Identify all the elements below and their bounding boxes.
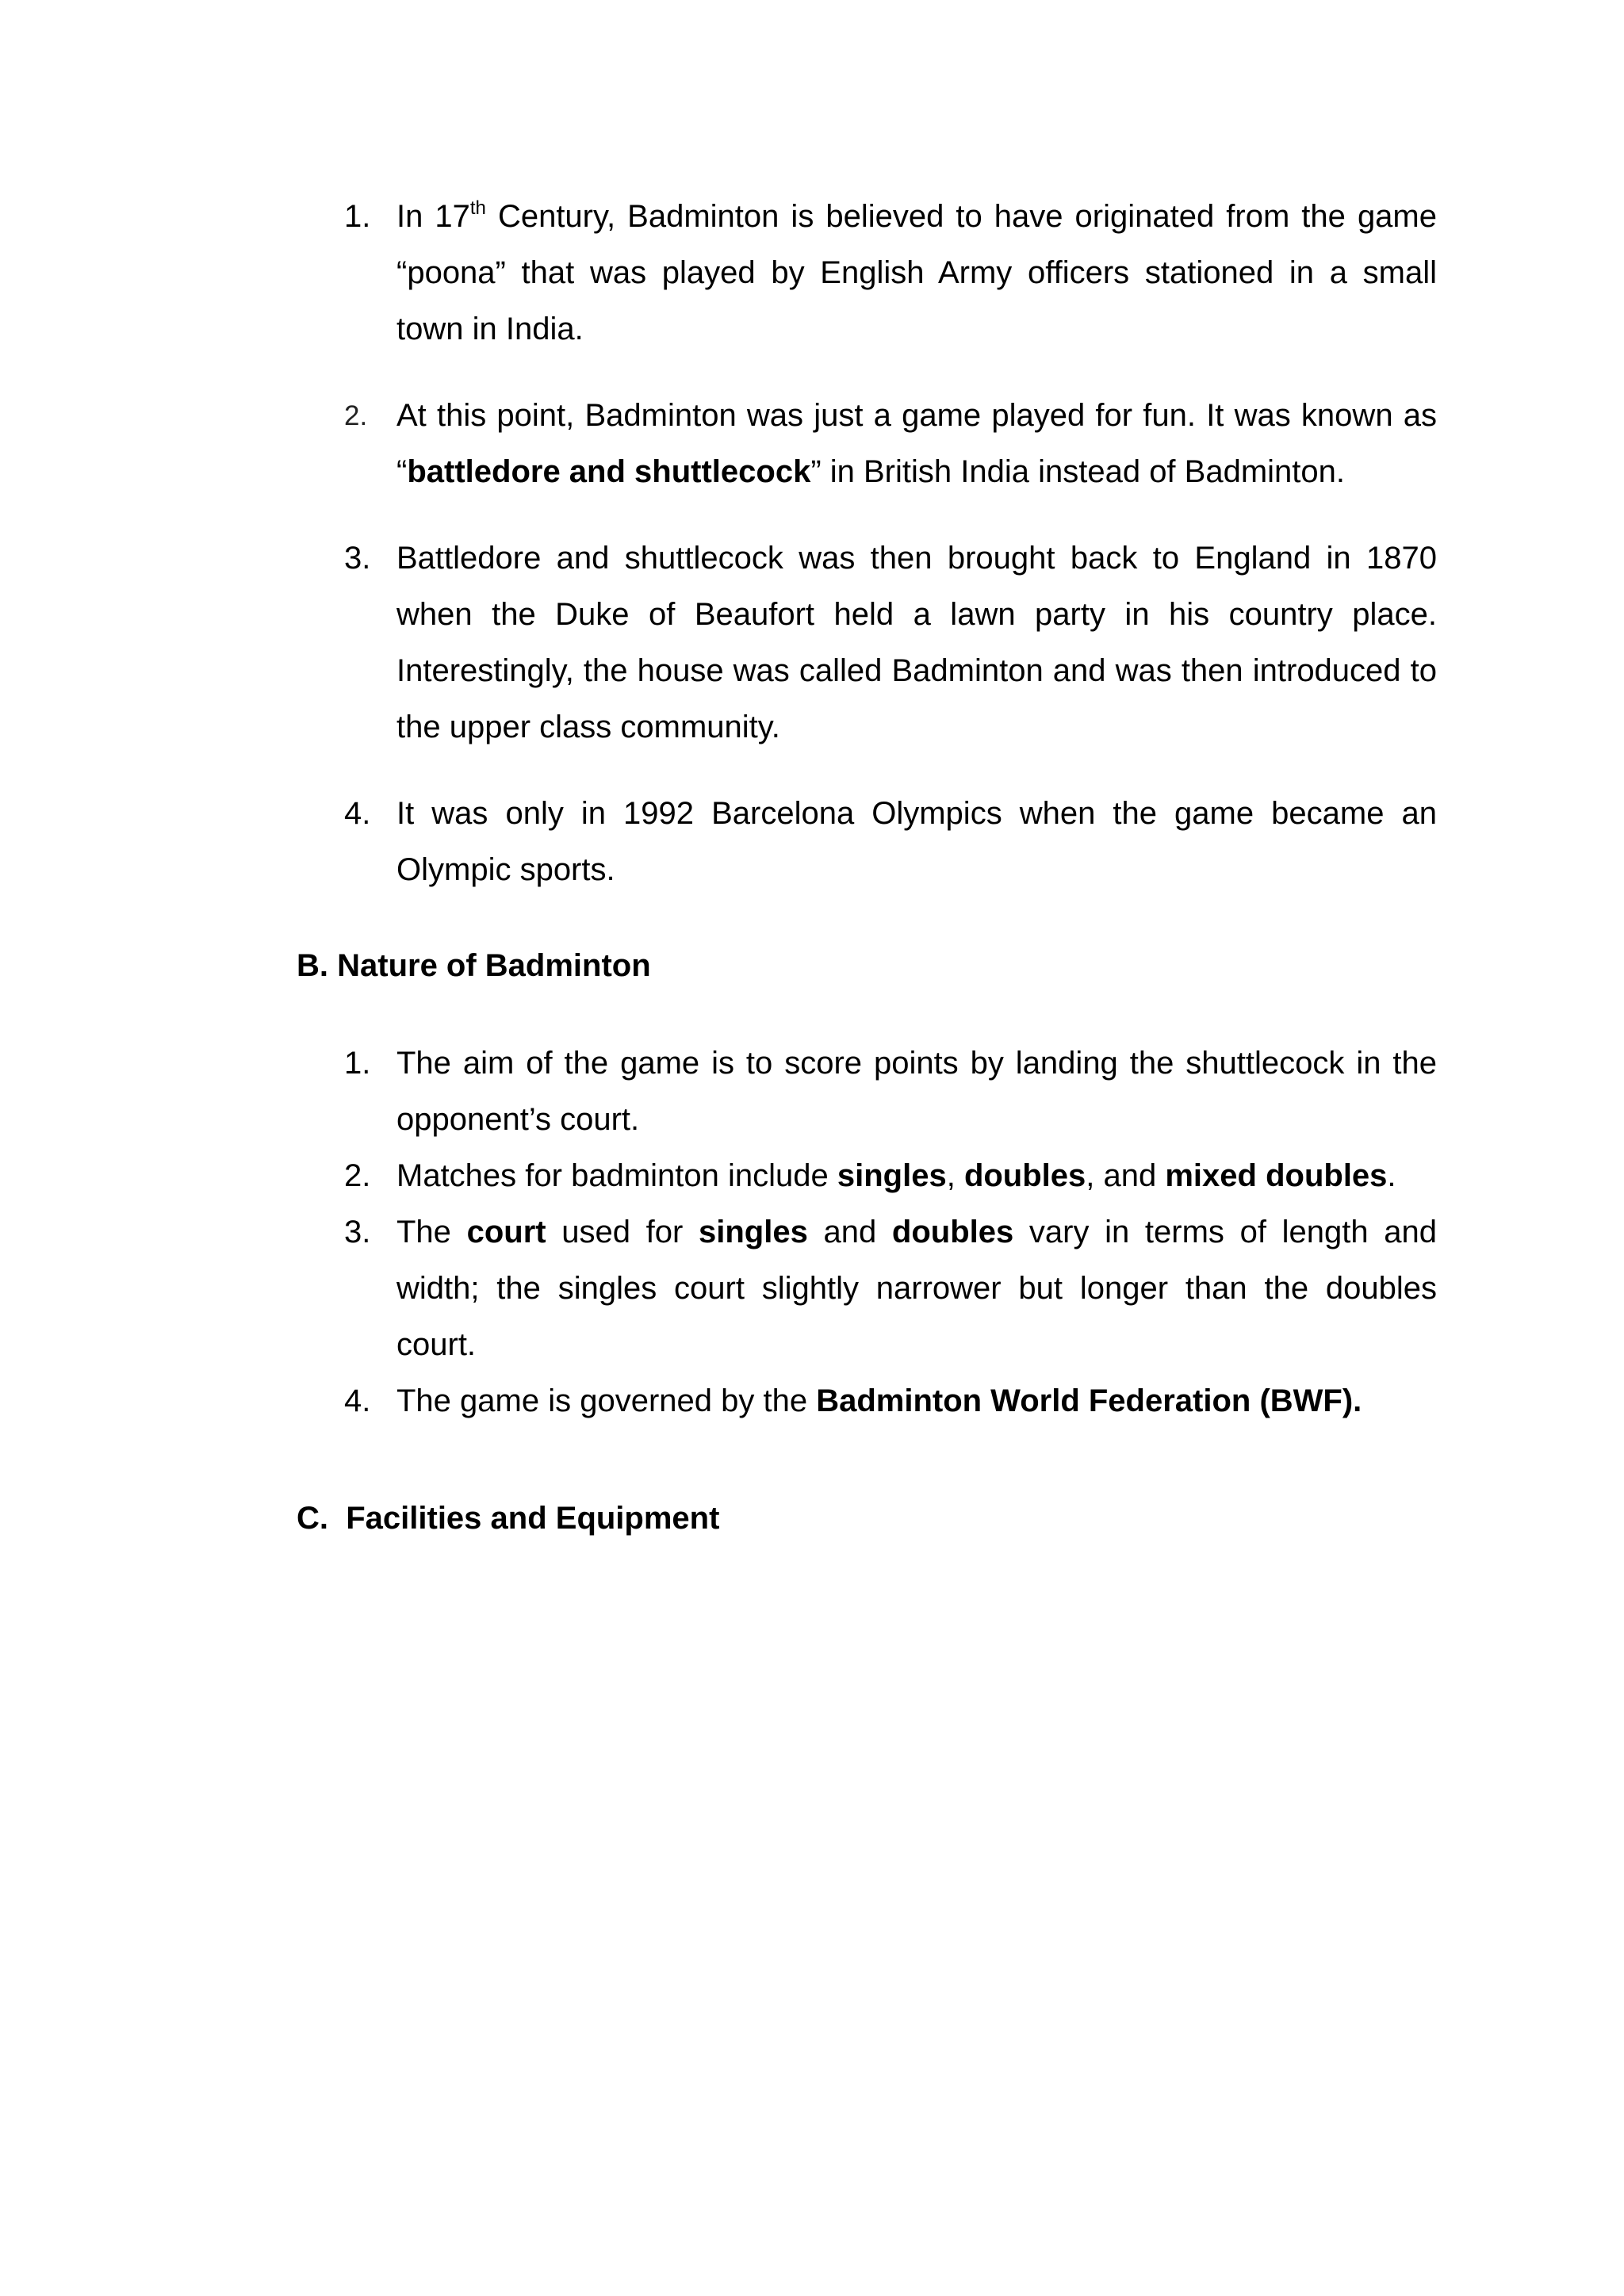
text-segment: used for [546,1215,699,1249]
list-item [344,189,1446,358]
item-number: 2. [344,400,368,431]
text-segment: At this point, Badminton was just a game played for fun. It was known as “ [396,398,1446,489]
list-item [344,1373,1437,1429]
list-item [344,530,1446,756]
bold-text: battledore and shuttlecock [407,454,811,489]
text-segment: Century, Badminton is believed to have originated from the game “poona” that was played by English Army officers stationed in a small town in India. [396,199,1446,346]
bold-text: singles [837,1158,947,1193]
text-segment: Matches for badminton include [396,1158,837,1193]
text-segment: In 17 [396,199,470,234]
text-segment: , and [1086,1158,1166,1193]
superscript-text: th [469,197,486,219]
bold-text: singles [699,1215,808,1249]
text-segment: , [946,1158,964,1193]
section-heading-nature: B. Nature of Badminton [297,948,651,983]
text-segment: The game is governed by the [396,1383,817,1418]
bold-text: court [466,1215,546,1249]
item-number: 4. [344,796,371,831]
item-number: 1. [344,1046,371,1081]
item-number: 3. [344,541,371,576]
list-item [344,388,1446,500]
list-item [344,786,1446,898]
text-segment: . [1387,1158,1396,1193]
history-list [344,189,1446,928]
text-segment: vary in terms of length and width; the singles court slightly narrower but longer than the doubles court. [396,1215,1446,1362]
bold-text: mixed doubles [1165,1158,1388,1193]
item-number: 1. [344,199,371,234]
text-segment: The aim of the game is to score points by landing the shuttlecock in the opponent’s court. [396,1046,1446,1137]
text-segment: The [396,1215,467,1249]
text-segment: ” in British India instead of Badminton. [810,454,1346,489]
nature-list [344,1035,1446,1429]
bold-text: Badminton World Federation (BWF). [816,1383,1362,1418]
text-segment: It was only in 1992 Barcelona Olympics when the game became an Olympic sports. [396,796,1446,887]
list-item [344,1035,1446,1148]
section-heading-facilities: C. Facilities and Equipment [297,1501,720,1536]
item-number: 3. [344,1215,371,1249]
list-item [344,1148,1437,1204]
item-number: 4. [344,1383,371,1418]
item-number: 2. [344,1158,371,1193]
text-segment: Battledore and shuttlecock was then brought back to England in 1870 when the Duke of Beaufort held a lawn party in his country place. Interestingly, the house was called Badminton and was then introduced to the upper class community. [396,541,1446,744]
bold-text: doubles [963,1158,1086,1193]
text-segment: and [807,1215,892,1249]
list-item [344,1204,1446,1373]
bold-text: doubles [891,1215,1014,1249]
